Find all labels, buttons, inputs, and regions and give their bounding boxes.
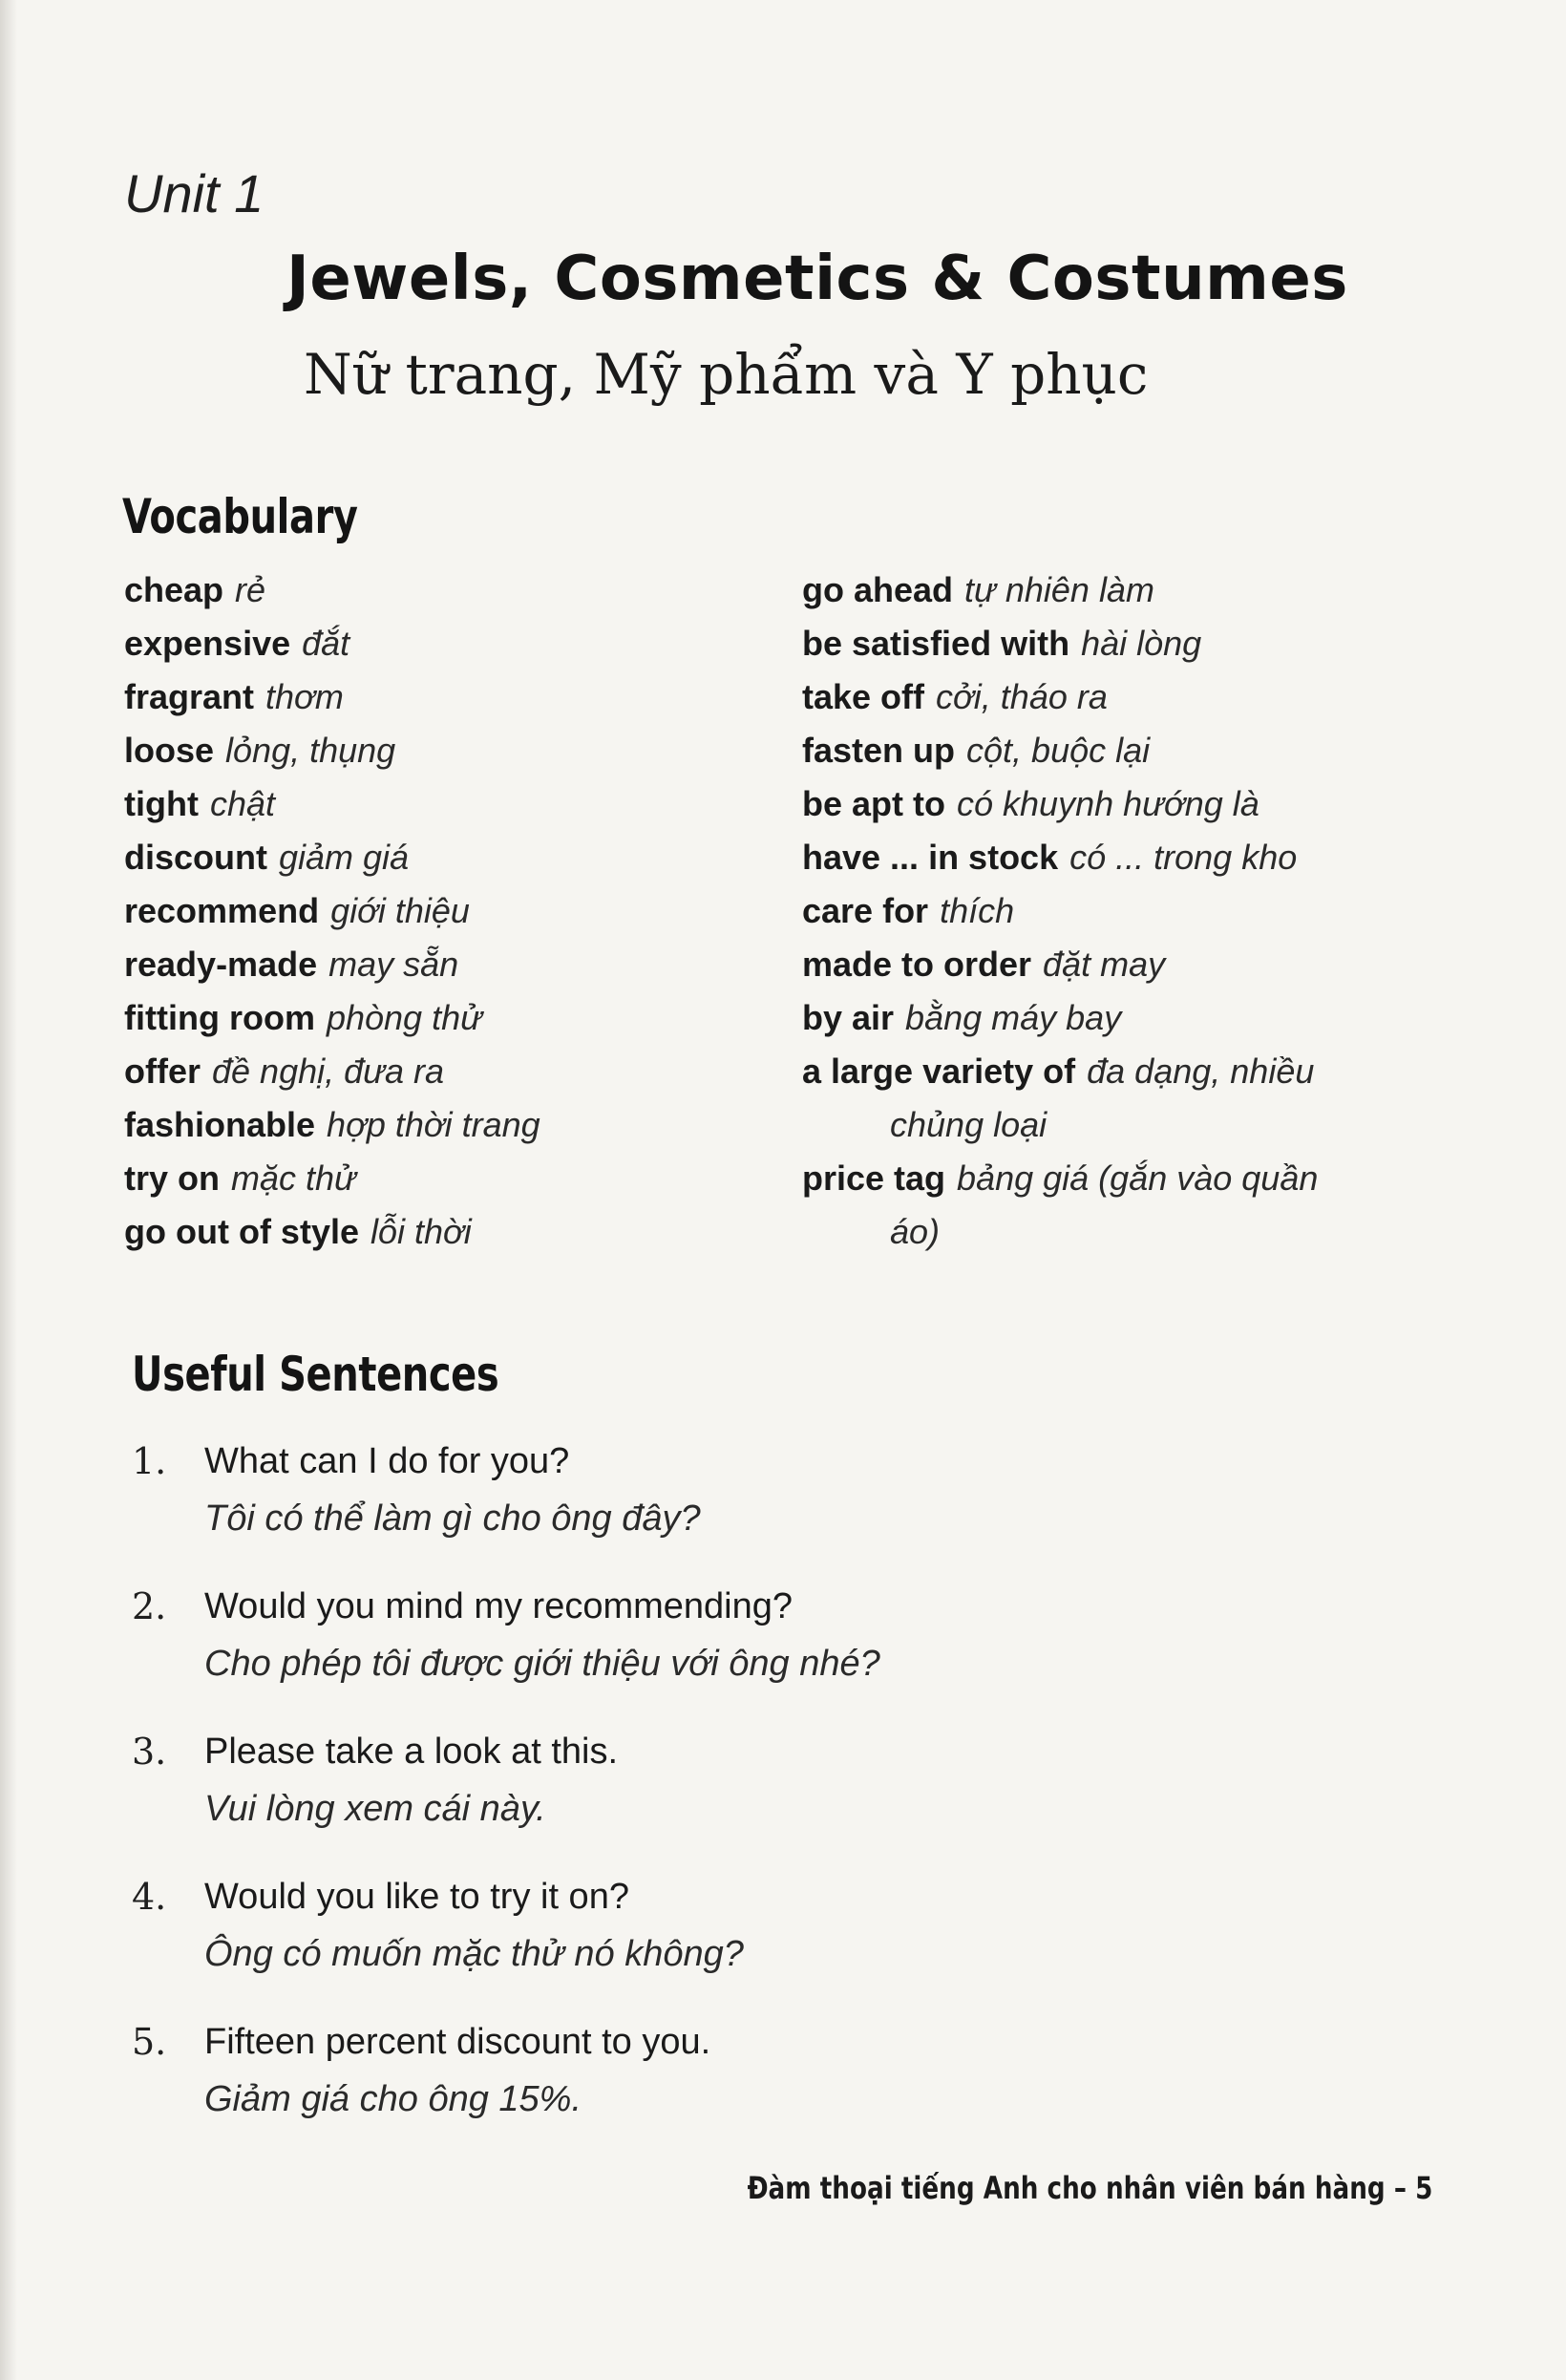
vocab-meaning: may sẵn [328, 945, 459, 984]
vocab-term: go ahead [802, 570, 954, 609]
sentence-item [132, 2013, 1278, 2128]
vocab-meaning: giảm giá [279, 838, 410, 877]
sentence-number: 2. [132, 1585, 167, 1627]
sentence-item [132, 1723, 1278, 1838]
vocab-item [802, 831, 1413, 884]
vocab-item [802, 884, 1413, 938]
vocab-term: made to order [802, 945, 1032, 984]
vocab-meaning: chật [209, 784, 276, 823]
vocab-meaning: đa dạng, nhiều [1087, 1052, 1315, 1091]
vocab-meaning: hợp thời trang [327, 1105, 540, 1144]
vocab-meaning: giới thiệu [330, 891, 470, 930]
sentence-english: Would you like to try it on? [204, 1877, 629, 1917]
vocab-meaning: hài lòng [1081, 624, 1202, 663]
sentence-english: What can I do for you? [204, 1441, 570, 1481]
sentence-item [132, 1578, 1278, 1692]
useful-sentences-heading: Useful Sentences [132, 1347, 499, 1402]
vocab-item-continuation [802, 1205, 1413, 1259]
vocab-item [124, 670, 773, 724]
vocab-meaning: tự nhiên làm [964, 570, 1154, 609]
vocab-term: discount [124, 838, 267, 877]
vocab-meaning: rẻ [235, 570, 266, 609]
vocab-item [802, 938, 1413, 991]
vocab-term: care for [802, 891, 929, 930]
vocab-item-continuation [802, 1098, 1413, 1152]
vocab-item [124, 724, 773, 777]
sentence-item [132, 1868, 1278, 1983]
vocab-item [802, 1152, 1413, 1205]
vocabulary-heading: Vocabulary [122, 489, 358, 544]
vocab-item [802, 617, 1413, 670]
vocab-term: fashionable [124, 1105, 316, 1144]
vocab-term: fragrant [124, 677, 255, 716]
sentence-number: 5. [132, 2021, 167, 2063]
vocab-term: recommend [124, 891, 320, 930]
vocab-term: by air [802, 998, 895, 1037]
vocab-item [124, 831, 773, 884]
vocab-item [802, 724, 1413, 777]
vocab-term: ready-made [124, 945, 318, 984]
sentence-english: Fifteen percent discount to you. [204, 2022, 711, 2062]
vocab-item [124, 884, 773, 938]
vocab-item [124, 1152, 773, 1205]
vocab-term: a large variety of [802, 1052, 1076, 1091]
unit-label: Unit 1 [124, 163, 265, 223]
vocab-term: be satisfied with [802, 624, 1070, 663]
vocab-item [124, 1098, 773, 1152]
title-english: Jewels, Cosmetics & Costumes [286, 244, 1348, 314]
vocab-item [124, 563, 773, 617]
vocab-meaning: phòng thử [326, 998, 482, 1037]
sentence-number: 1. [132, 1440, 167, 1482]
page-edge-shadow [0, 0, 17, 2380]
sentence-number: 4. [132, 1876, 167, 1918]
vocab-meaning: cởi, tháo ra [936, 677, 1108, 716]
vocab-term: offer [124, 1052, 201, 1091]
vocab-meaning: bằng máy bay [905, 998, 1122, 1037]
vocab-item [124, 1045, 773, 1098]
vocab-meaning: lỗi thời [370, 1212, 472, 1251]
vocab-term: fitting room [124, 998, 315, 1037]
vocab-item [124, 991, 773, 1045]
vocab-term: go out of style [124, 1212, 359, 1251]
vocab-term: price tag [802, 1158, 946, 1198]
vocab-item [124, 617, 773, 670]
vocab-term: have ... in stock [802, 838, 1059, 877]
sentence-english: Please take a look at this. [204, 1732, 619, 1772]
vocab-meaning: cột, buộc lại [966, 731, 1151, 770]
vocab-meaning: thơm [265, 677, 344, 716]
vocab-meaning: có khuynh hướng là [957, 784, 1259, 823]
vocabulary-left-column [124, 563, 773, 1259]
useful-sentences-list [132, 1433, 1278, 2158]
sentence-vietnamese: Vui lòng xem cái này. [204, 1789, 546, 1829]
sentence-english: Would you mind my recommending? [204, 1586, 794, 1626]
vocab-term: expensive [124, 624, 291, 663]
vocab-item [124, 938, 773, 991]
vocab-item [802, 670, 1413, 724]
vocab-term: be apt to [802, 784, 945, 823]
vocab-meaning: thích [940, 891, 1015, 930]
vocab-meaning: chủng loại [890, 1105, 1048, 1144]
sentence-vietnamese: Cho phép tôi được giới thiệu với ông nhé? [204, 1644, 880, 1684]
sentence-number: 3. [132, 1731, 167, 1773]
vocab-term: fasten up [802, 731, 956, 770]
vocab-term: cheap [124, 570, 224, 609]
vocab-item [124, 777, 773, 831]
vocab-meaning: áo) [890, 1212, 941, 1251]
vocab-meaning: bảng giá (gắn vào quần [957, 1158, 1319, 1198]
vocab-term: loose [124, 731, 215, 770]
title-vietnamese: Nữ trang, Mỹ phẩm và Y phục [304, 342, 1149, 407]
vocab-meaning: đề nghị, đưa ra [212, 1052, 444, 1091]
vocab-term: tight [124, 784, 199, 823]
page-footer: Đàm thoại tiếng Anh cho nhân viên bán hàng – 5 [747, 2170, 1432, 2206]
vocab-meaning: có ... trong kho [1069, 838, 1298, 877]
vocab-item [802, 1045, 1413, 1098]
vocabulary-right-column [802, 563, 1413, 1259]
vocab-meaning: đặt may [1043, 945, 1166, 984]
sentence-vietnamese: Tôi có thể làm gì cho ông đây? [204, 1498, 701, 1539]
vocab-item [124, 1205, 773, 1259]
vocab-term: take off [802, 677, 925, 716]
vocab-item [802, 991, 1413, 1045]
vocab-meaning: lỏng, thụng [225, 731, 396, 770]
vocab-meaning: đắt [302, 624, 350, 663]
vocab-item [802, 777, 1413, 831]
vocab-term: try on [124, 1158, 221, 1198]
sentence-item [132, 1433, 1278, 1547]
sentence-vietnamese: Ông có muốn mặc thử nó không? [204, 1934, 744, 1974]
vocab-meaning: mặc thử [231, 1158, 356, 1198]
vocab-item [802, 563, 1413, 617]
sentence-vietnamese: Giảm giá cho ông 15%. [204, 2079, 582, 2119]
